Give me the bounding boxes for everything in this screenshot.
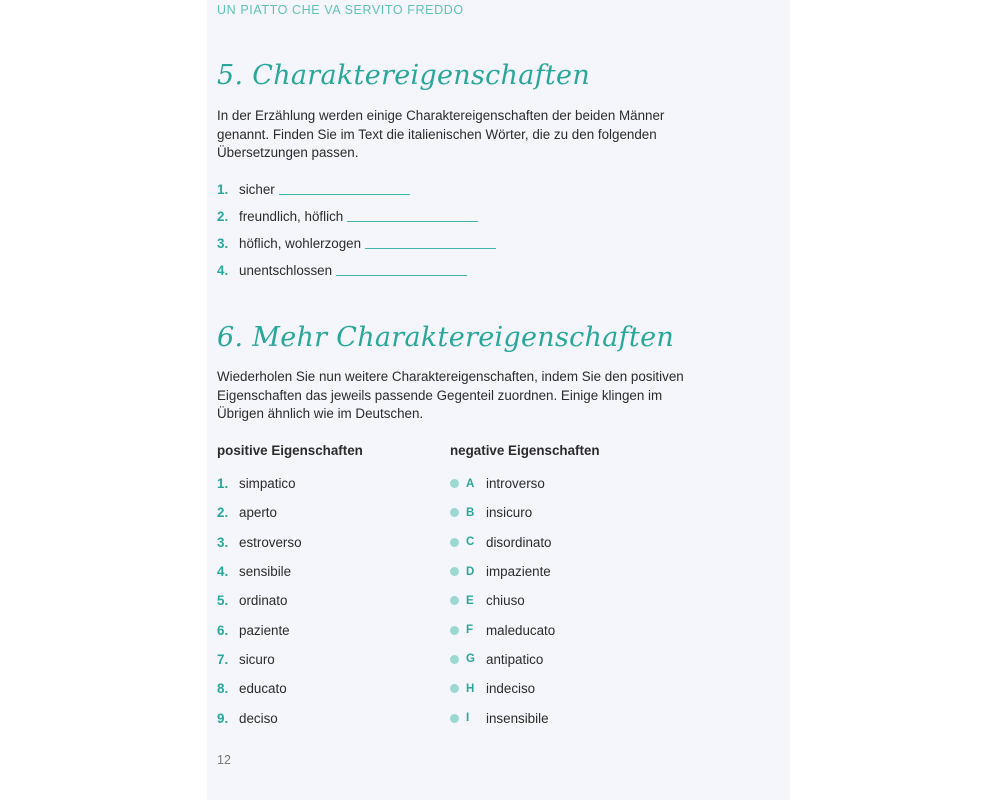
item-number: 7. — [217, 651, 229, 667]
item-text: unentschlossen — [239, 262, 333, 278]
item-letter: C — [466, 536, 475, 549]
item-number: 1. — [217, 476, 229, 492]
fill-item — [217, 179, 410, 199]
bullet-dot-icon — [450, 479, 459, 488]
item-number: 4. — [217, 564, 229, 580]
item-letter: A — [466, 477, 475, 490]
item-letter: D — [466, 565, 475, 578]
item-text: höflich, wohlerzogen — [239, 235, 362, 251]
item-letter: H — [466, 682, 475, 695]
item-letter: I — [466, 712, 470, 725]
section-5-title: 5. Charaktereigenschaften — [217, 60, 591, 91]
item-letter: E — [466, 594, 474, 607]
bullet-dot-icon — [450, 596, 459, 605]
list-item — [217, 469, 302, 498]
list-item — [450, 498, 555, 527]
bullet-dot-icon — [450, 684, 459, 693]
list-item — [450, 615, 555, 644]
answer-blank[interactable] — [279, 182, 410, 195]
bullet-dot-icon — [450, 538, 459, 547]
list-item — [217, 645, 302, 674]
list-item — [217, 674, 302, 703]
list-item — [217, 586, 302, 615]
negative-heading: negative Eigenschaften — [450, 443, 600, 458]
item-letter: F — [466, 624, 474, 637]
section-5-intro: In der Erzählung werden einige Charaktereigenschaften der beiden Männer genannt. Finden Sie im Text die italienischen Wörter, die zu den folgenden Übersetzungen passen. — [217, 108, 665, 161]
answer-blank[interactable] — [365, 236, 496, 249]
item-text: deciso — [239, 710, 278, 726]
list-item — [450, 557, 555, 586]
bullet-dot-icon — [450, 655, 459, 664]
item-text: indeciso — [486, 681, 536, 697]
item-number: 2. — [217, 208, 229, 224]
fill-item — [217, 260, 467, 280]
item-number: 4. — [217, 262, 229, 278]
item-text: sicuro — [239, 651, 275, 667]
list-item — [217, 528, 302, 557]
item-text: educato — [239, 681, 287, 697]
list-item — [217, 498, 302, 527]
item-text: disordinato — [486, 534, 552, 550]
item-text: aperto — [239, 505, 277, 521]
negative-list — [450, 469, 555, 733]
item-text: paziente — [239, 622, 290, 638]
bullet-dot-icon — [450, 567, 459, 576]
item-number: 5. — [217, 593, 229, 609]
positive-list — [217, 469, 302, 733]
item-number: 1. — [217, 181, 229, 197]
item-text: impaziente — [486, 564, 551, 580]
section-6-intro: Wiederholen Sie nun weitere Charaktereigenschaften, indem Sie den positiven Eigenschaften das jeweils passende Gegenteil zuordnen. Einige klingen im Übrigen ähnlich wie im Deutschen. — [217, 369, 684, 422]
item-number: 2. — [217, 505, 229, 521]
item-text: insicuro — [486, 505, 533, 521]
fill-item — [217, 206, 478, 226]
list-item — [217, 557, 302, 586]
item-text: freundlich, höflich — [239, 208, 344, 224]
positive-heading: positive Eigenschaften — [217, 443, 363, 458]
answer-blank[interactable] — [347, 209, 478, 222]
section-6-title: 6. Mehr Charaktereigenschaften — [217, 322, 675, 353]
item-number: 8. — [217, 681, 229, 697]
running-head: UN PIATTO CHE VA SERVITO FREDDO — [217, 3, 464, 17]
list-item — [217, 615, 302, 644]
list-item — [450, 586, 555, 615]
item-letter: G — [466, 653, 475, 666]
fill-item — [217, 233, 496, 253]
item-number: 3. — [217, 534, 229, 550]
item-text: chiuso — [486, 593, 525, 609]
answer-blank[interactable] — [336, 263, 467, 276]
page-number: 12 — [217, 753, 231, 767]
item-text: insensibile — [486, 710, 549, 726]
list-item — [450, 645, 555, 674]
item-number: 9. — [217, 710, 229, 726]
item-number: 3. — [217, 235, 229, 251]
item-text: ordinato — [239, 593, 288, 609]
item-text: estroverso — [239, 534, 302, 550]
item-text: maleducato — [486, 622, 556, 638]
item-text: simpatico — [239, 476, 296, 492]
item-text: sensibile — [239, 564, 292, 580]
bullet-dot-icon — [450, 714, 459, 723]
item-letter: B — [466, 506, 475, 519]
item-text: antipatico — [486, 651, 544, 667]
bullet-dot-icon — [450, 626, 459, 635]
list-item — [450, 528, 555, 557]
item-text: introverso — [486, 476, 545, 492]
bullet-dot-icon — [450, 508, 459, 517]
item-text: sicher — [239, 181, 275, 197]
list-item — [450, 674, 555, 703]
item-number: 6. — [217, 622, 229, 638]
list-item — [450, 703, 555, 732]
list-item — [217, 703, 302, 732]
list-item — [450, 469, 555, 498]
